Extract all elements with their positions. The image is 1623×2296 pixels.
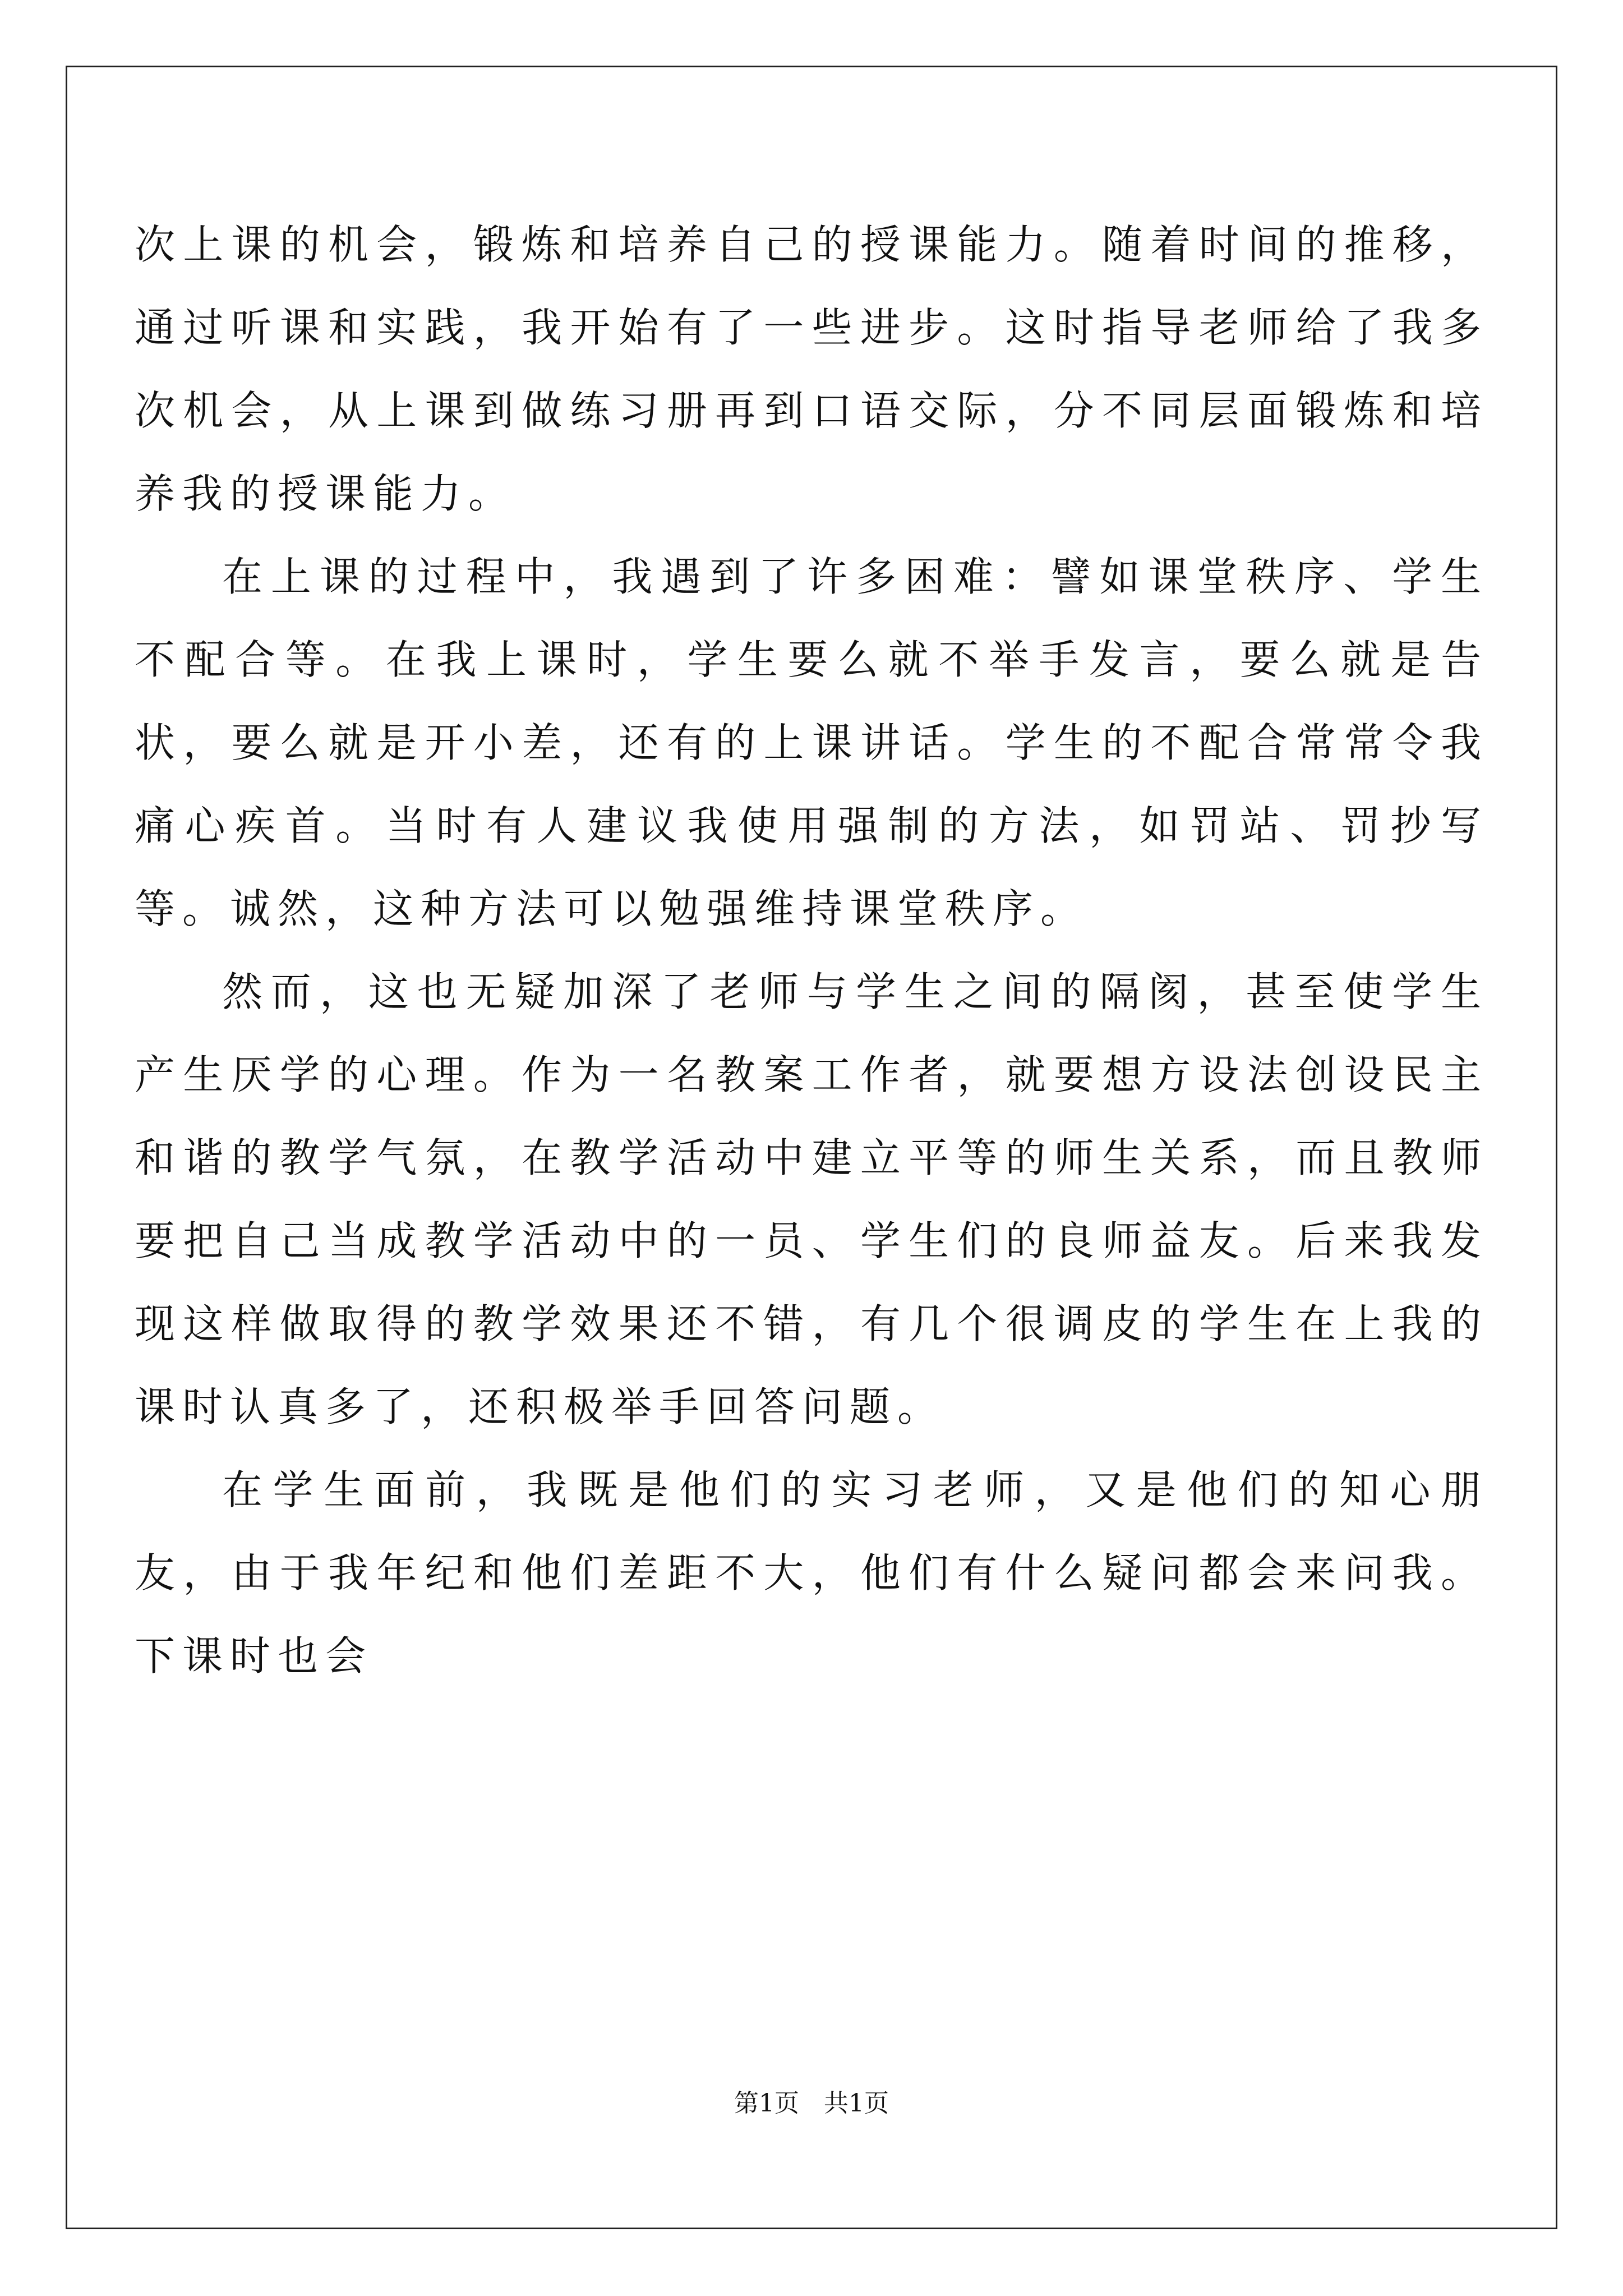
page-number: 第1页 (734, 2089, 799, 2118)
page-footer (0, 2087, 1623, 2120)
paragraph-4: 在学生面前，我既是他们的实习老师，又是他们的知心朋友，由于我年纪和他们差距不大，他们有什么疑问都会来问我。下课时也会 (135, 1466, 1488, 1680)
paragraph-1: 次上课的机会，锻炼和培养自己的授课能力。随着时间的推移，通过听课和实践，我开始有了一些进步。这时指导老师给了我多次机会，从上课到做练习册再到口语交际，分不同层面锻炼和培养我的授课能力。 (135, 221, 1488, 517)
paragraph-3: 然而，这也无疑加深了老师与学生之间的隔阂，甚至使学生产生厌学的心理。作为一名教案工作者，就要想方设法创设民主和谐的教学气氛，在教学活动中建立平等的师生关系，而且教师要把自己当成教学活动中的一员、学生们的良师益友。后来我发现这样做取得的教学效果还不错，有几个很调皮的学生在上我的课时认真多了，还积极举手回答问题。 (135, 968, 1488, 1430)
page-total: 共1页 (824, 2089, 889, 2118)
paragraph-2: 在上课的过程中，我遇到了许多困难：譬如课堂秩序、学生不配合等。在我上课时，学生要么就不举手发言，要么就是告状，要么就是开小差，还有的上课讲话。学生的不配合常常令我痛心疾首。当时有人建议我使用强制的方法，如罚站、罚抄写等。诚然，这种方法可以勉强维持课堂秩序。 (135, 553, 1488, 932)
document-body (135, 203, 1488, 1697)
